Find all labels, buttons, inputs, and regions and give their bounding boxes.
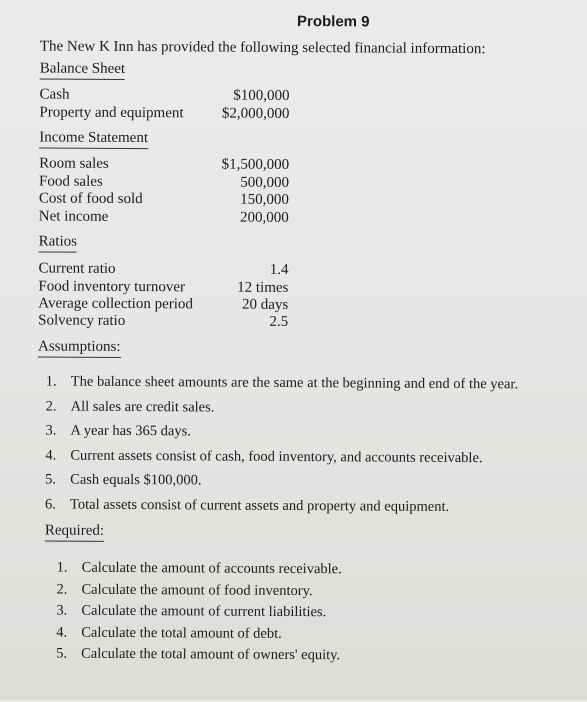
row-value: 1.4 xyxy=(269,261,289,278)
row-value: 150,000 xyxy=(240,191,289,208)
assumptions-heading: Assumptions: xyxy=(38,338,121,358)
row-value: 20 days xyxy=(241,296,289,313)
assumptions-list xyxy=(45,373,518,523)
item-text: A year has 365 days. xyxy=(70,422,191,440)
ratio-row-solvency xyxy=(38,312,288,332)
row-label: Current ratio xyxy=(38,260,116,277)
list-item xyxy=(56,624,341,647)
row-value: 2.5 xyxy=(269,313,289,330)
row-label: Average collection period xyxy=(38,295,193,313)
item-number: 2. xyxy=(56,581,68,598)
item-number: 1. xyxy=(56,559,68,576)
row-label: Cost of food sold xyxy=(38,190,143,208)
row-value: $1,500,000 xyxy=(221,156,290,173)
item-number: 5. xyxy=(45,471,57,488)
item-number: 3. xyxy=(56,602,68,619)
row-label: Net income xyxy=(38,208,109,225)
row-value: $100,000 xyxy=(233,87,290,104)
row-label: Cash xyxy=(39,86,70,103)
item-text: All sales are credit sales. xyxy=(70,398,215,416)
balance-row-cash xyxy=(39,86,289,106)
row-label: Property and equipment xyxy=(39,104,184,122)
problem-title: Problem 9 xyxy=(296,13,370,31)
item-text: Calculate the total amount of owners' equity. xyxy=(81,645,341,664)
row-value: 200,000 xyxy=(240,209,289,226)
list-item xyxy=(56,646,341,669)
item-number: 3. xyxy=(45,422,57,439)
row-label: Food inventory turnover xyxy=(38,278,186,296)
list-item xyxy=(56,603,341,626)
item-number: 4. xyxy=(56,624,68,641)
item-text: Total assets consist of current assets and property and equipment. xyxy=(70,496,450,515)
item-text: Calculate the amount of food inventory. xyxy=(81,581,313,599)
list-item xyxy=(45,471,517,498)
item-number: 4. xyxy=(45,446,57,464)
list-item xyxy=(56,581,341,604)
row-value: 12 times xyxy=(237,279,289,296)
required-heading: Required: xyxy=(45,522,104,541)
item-text: Calculate the amount of current liabilities. xyxy=(81,602,327,621)
item-text: Calculate the amount of accounts receivable. xyxy=(81,559,342,578)
item-number: 6. xyxy=(45,495,56,513)
list-item xyxy=(45,422,517,449)
row-label: Room sales xyxy=(39,155,109,172)
list-item xyxy=(45,496,517,523)
list-item xyxy=(57,560,342,583)
intro-text: The New K Inn has provided the following selected financial information: xyxy=(39,38,486,58)
list-item xyxy=(46,373,518,400)
balance-row-property xyxy=(39,104,289,124)
row-label: Food sales xyxy=(38,173,103,190)
list-item xyxy=(45,447,517,474)
item-text: The balance sheet amounts are the same at the beginning and end of the year. xyxy=(70,373,519,393)
row-value: $2,000,000 xyxy=(221,105,290,122)
item-number: 5. xyxy=(56,645,68,662)
item-number: 2. xyxy=(45,397,57,415)
required-list xyxy=(56,560,342,669)
balance-sheet-heading: Balance Sheet xyxy=(40,60,126,80)
income-row-cost-of-food xyxy=(39,190,289,210)
income-row-room-sales xyxy=(39,155,289,175)
ratios-heading: Ratios xyxy=(39,233,77,252)
ratio-row-current xyxy=(38,260,288,280)
item-number: 1. xyxy=(45,373,57,390)
item-text: Cash equals $100,000. xyxy=(70,471,202,489)
row-value: 500,000 xyxy=(240,174,290,191)
item-text: Current assets consist of cash, food inventory, and accounts receivable. xyxy=(70,447,483,466)
income-row-net-income xyxy=(39,208,289,228)
income-statement-heading: Income Statement xyxy=(39,129,148,149)
item-text: Calculate the total amount of debt. xyxy=(81,624,282,642)
row-label: Solvency ratio xyxy=(38,312,126,329)
list-item xyxy=(46,398,518,425)
